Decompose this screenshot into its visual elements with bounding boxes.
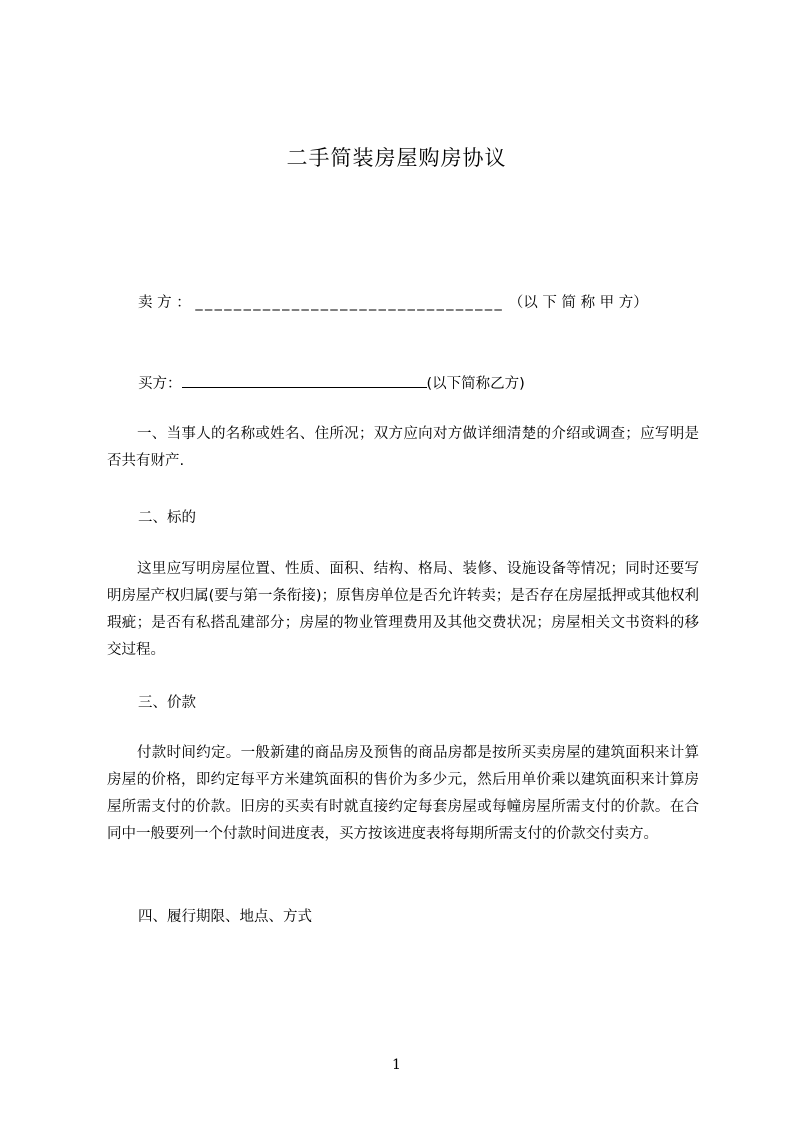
seller-suffix: （以 下 简 称 甲 方） xyxy=(508,295,648,311)
buyer-label: 买方： xyxy=(138,376,182,392)
page-number: 1 xyxy=(392,1057,401,1073)
section3-body: 付款时间约定。一般新建的商品房及预售的商品房都是按所买卖房屋的建筑面积来计算房屋的价格，即约定每平方米建筑面积的售价为多少元，然后用单价乘以建筑面积来计算房屋所需支付的价款。旧房的买卖有时就直接约定每套房屋或每幢房屋所需支付的价款。在合同中一般要列一个付款时间进度表，买方按该进度表将每期所需支付的价款交付卖方。 xyxy=(107,745,699,842)
buyer-suffix: (以下简称乙方) xyxy=(426,376,525,392)
section2-heading: 二、标的 xyxy=(138,510,196,526)
document-title: 二手简装房屋购房协议 xyxy=(286,146,507,170)
section3-heading: 三、价款 xyxy=(138,695,196,711)
buyer-line xyxy=(138,372,525,393)
section1-text: 一、当事人的名称或姓名、住所况；双方应向对方做详细清楚的介绍或调查；应写明是否共有财产. xyxy=(107,426,699,469)
section2-body: 这里应写明房屋位置、性质、面积、结构、格局、装修、设施设备等情况；同时还要写明房屋产权归属(要与第一条衔接)；原售房单位是否允许转卖；是否存在房屋抵押或其他权利瑕疵；是否有私搭乱建部分；房屋的物业管理费用及其他交费状况；房屋相关文书资料的移交过程。 xyxy=(107,561,699,658)
seller-label: 卖 方 ： xyxy=(138,295,191,311)
seller-line xyxy=(138,291,648,312)
seller-blank: ________________________________ xyxy=(195,295,505,311)
buyer-blank xyxy=(182,372,427,388)
section4-heading: 四、履行期限、地点、方式 xyxy=(138,909,312,925)
